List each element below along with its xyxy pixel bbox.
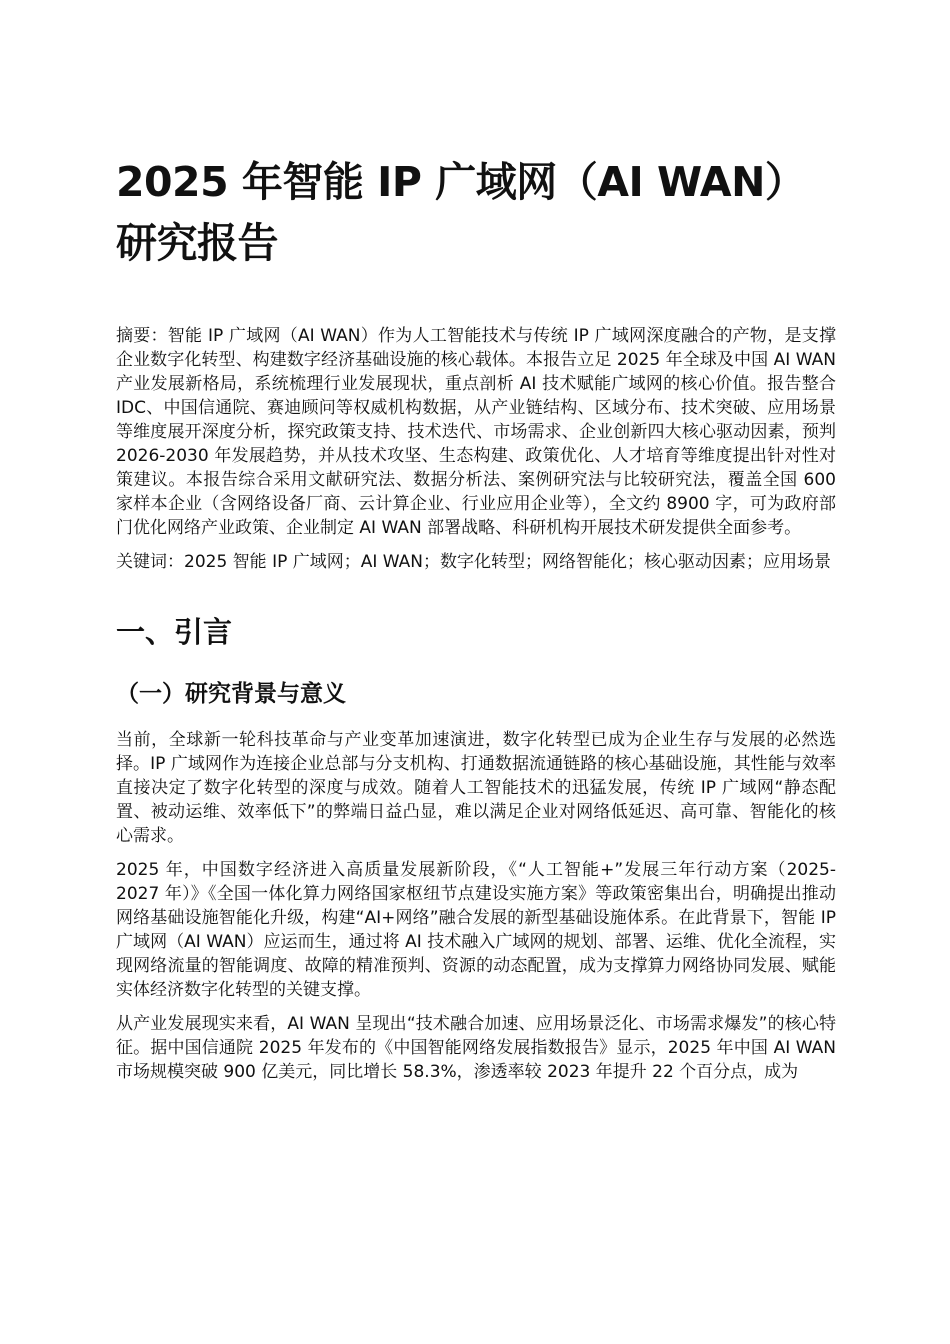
body-paragraph: 从产业发展现实来看，AI WAN 呈现出“技术融合加速、应用场景泛化、市场需求爆发”的核心特征。据中国信通院 2025 年发布的《中国智能网络发展指数报告》显示，2025 年中国 AI WAN 市场规模突破 900 亿美元，同比增长 58.3%，渗透率较 2023 年提升 22 个百分点，成为 — [116, 1014, 836, 1082]
document-page — [116, 0, 836, 1084]
section-heading-introduction: 一、引言 — [116, 615, 233, 649]
subsection-heading-background: （一）研究背景与意义 — [116, 681, 346, 707]
abstract-paragraph: 摘要：智能 IP 广域网（AI WAN）作为人工智能技术与传统 IP 广域网深度融合的产物，是支撑企业数字化转型、构建数字经济基础设施的核心载体。本报告立足 2025 年全球及中国 AI WAN 产业发展新格局，系统梳理行业发展现状，重点剖析 AI 技术赋能广域网的核心价值。报告整合 IDC、中国信通院、赛迪顾问等权威机构数据，从产业链结构、区域分布、技术突破、应用场景等维度展开深度分析，探究政策支持、技术迭代、市场需求、企业创新四大核心驱动因素，预判 2026-2030 年发展趋势，并从技术攻坚、生态构建、政策优化、人才培育等维度提出针对性对策建议。本报告综合采用文献研究法、数据分析法、案例研究法与比较研究法，覆盖全国 600 家样本企业（含网络设备厂商、云计算企业、行业应用企业等），全文约 8900 字，可为政府部门优化网络产业政策、企业制定 AI WAN 部署战略、科研机构开展技术研发提供全面参考。 — [116, 326, 836, 538]
keywords-paragraph: 关键词：2025 智能 IP 广域网；AI WAN；数字化转型；网络智能化；核心驱动因素；应用场景 — [116, 552, 832, 572]
body-paragraph: 2025 年，中国数字经济进入高质量发展新阶段，《“人工智能+”发展三年行动方案（2025-2027 年）》《全国一体化算力网络国家枢纽节点建设实施方案》等政策密集出台，明确提出推动网络基础设施智能化升级，构建“AI+网络”融合发展的新型基础设施体系。在此背景下，智能 IP 广域网（AI WAN）应运而生，通过将 AI 技术融入广域网的规划、部署、运维、优化全流程，实现网络流量的智能调度、故障的精准预判、资源的动态配置，成为支撑算力网络协同发展、赋能实体经济数字化转型的关键支撑。 — [116, 860, 836, 1000]
document-title: 2025 年智能 IP 广域网（AI WAN）研究报告 — [116, 158, 806, 267]
body-paragraph: 当前，全球新一轮科技革命与产业变革加速演进，数字化转型已成为企业生存与发展的必然选择。IP 广域网作为连接企业总部与分支机构、打通数据流通链路的核心基础设施，其性能与效率直接决定了数字化转型的深度与成效。随着人工智能技术的迅猛发展，传统 IP 广域网“静态配置、被动运维、效率低下”的弊端日益凸显，难以满足企业对网络低延迟、高可靠、智能化的核心需求。 — [116, 730, 836, 846]
